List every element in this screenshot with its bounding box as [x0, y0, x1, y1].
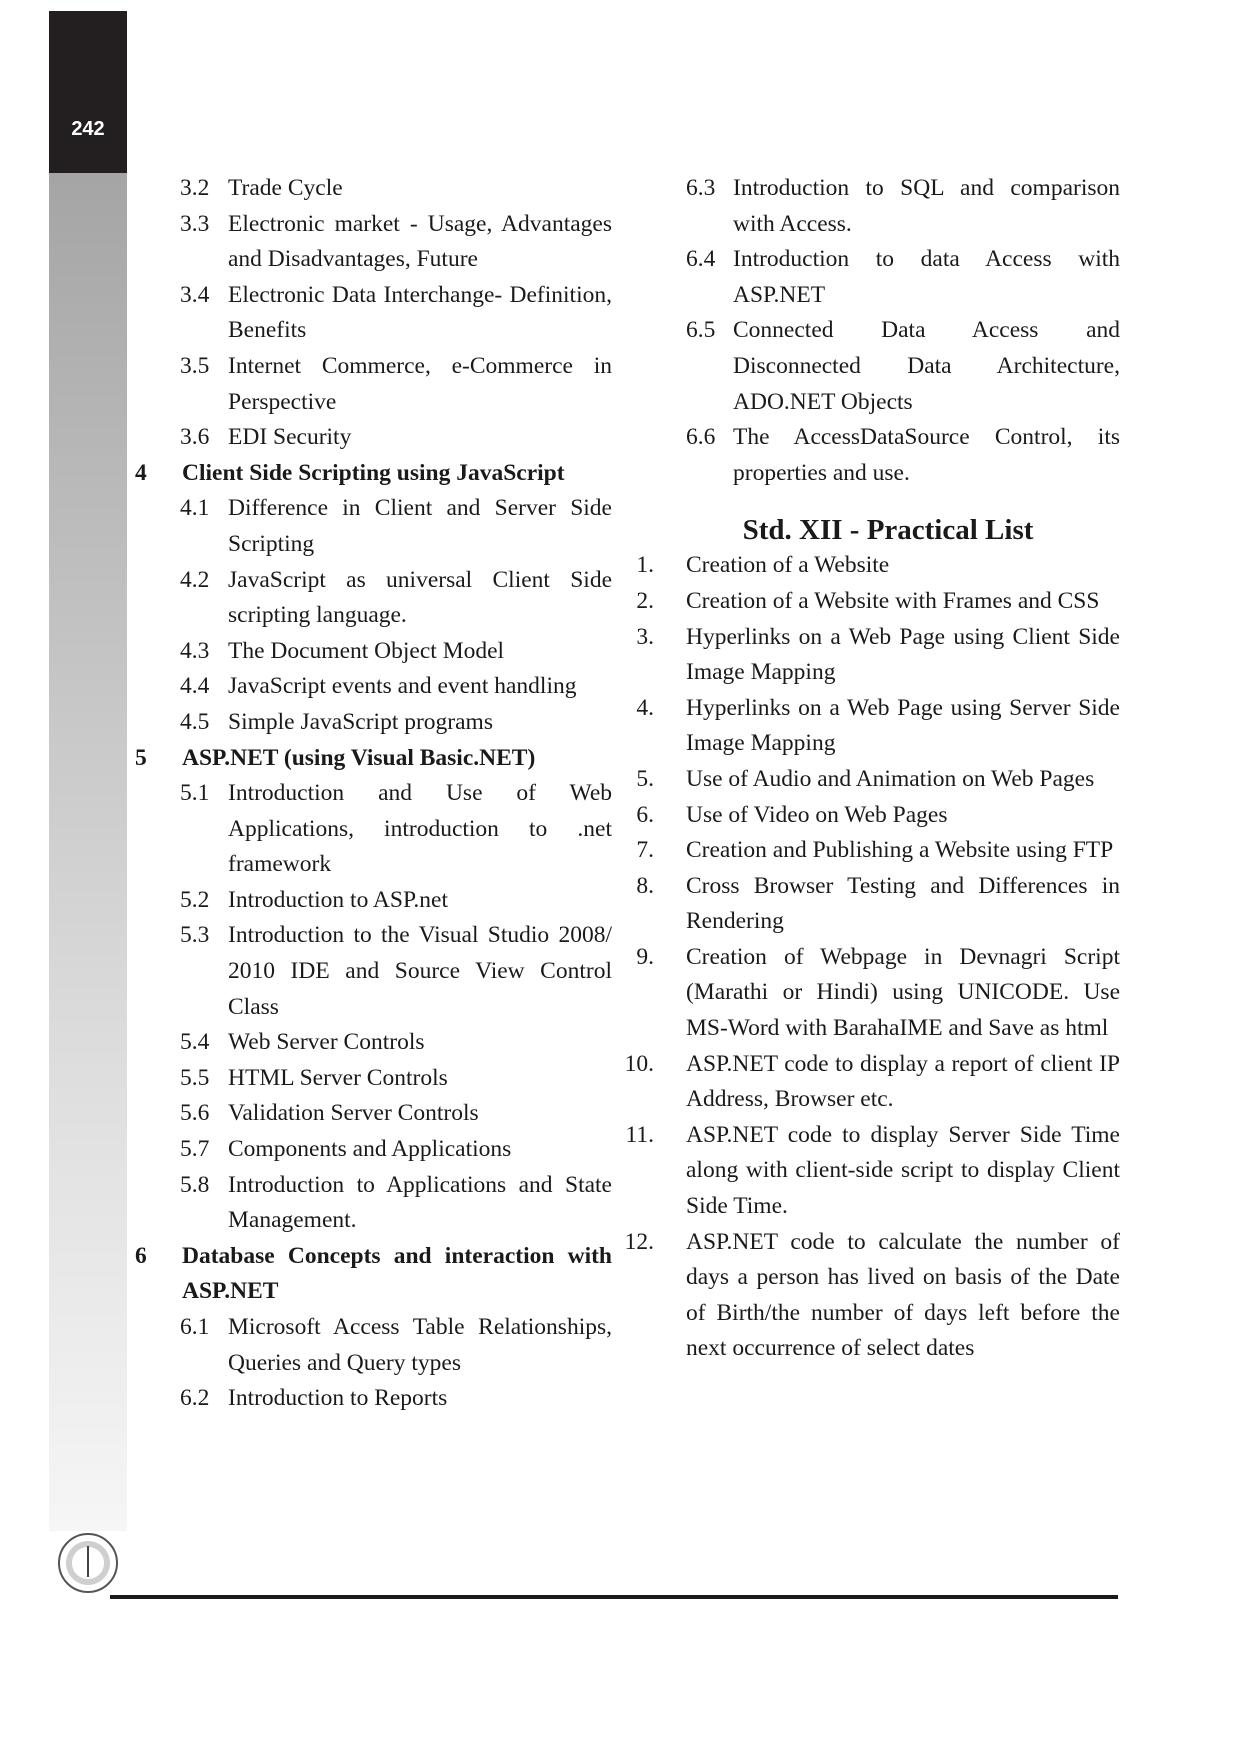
section-heading — [132, 456, 612, 492]
practical-item — [632, 798, 1120, 834]
practical-number: 7. — [636, 837, 654, 864]
topic-number: 3.6 — [180, 424, 210, 451]
topic-text: Electronic market - Usage, Advantages and Disadvantages, Future — [228, 210, 612, 273]
topic-number: 5.3 — [180, 922, 210, 949]
topic-text: Introduction to SQL and comparison with Access. — [733, 175, 1120, 237]
syllabus-topic — [132, 705, 612, 741]
practical-number: 9. — [636, 943, 654, 970]
practical-text: Creation of a Website — [686, 552, 890, 579]
syllabus-topic — [132, 491, 612, 562]
syllabus-topic — [132, 207, 612, 278]
practical-item — [632, 691, 1120, 762]
topic-number: 4.2 — [180, 566, 210, 593]
topic-number: 5.5 — [180, 1064, 210, 1091]
topic-text: Simple JavaScript programs — [228, 708, 493, 735]
topic-number: 4.1 — [180, 495, 210, 522]
topic-number: 6.3 — [686, 175, 716, 201]
practical-number: 11. — [625, 1121, 654, 1148]
practical-number: 6. — [636, 801, 654, 828]
syllabus-topic — [686, 242, 1120, 313]
topic-text: Introduction to Reports — [228, 1385, 448, 1412]
topic-text: Introduction to ASP.net — [228, 886, 448, 913]
topic-text: JavaScript as universal Client Side scripting language. — [228, 566, 612, 629]
practical-text: Creation of Webpage in Devnagri Script (Marathi or Hindi) using UNICODE. Use MS-Word with BarahaIME and Save as html — [686, 943, 1120, 1042]
page-tab — [49, 11, 127, 173]
practical-text: ASP.NET code to display Server Side Time along with client-side script to display Client Side Time. — [686, 1121, 1120, 1220]
topic-number: 6.4 — [686, 246, 716, 273]
practical-text: ASP.NET code to calculate the number of days a person has lived on basis of the Date of Birth/the number of days left before the next occurrence of select dates — [686, 1228, 1120, 1362]
topic-number: 5.8 — [180, 1171, 210, 1198]
syllabus-topic — [132, 1025, 612, 1061]
topic-number: 5.4 — [180, 1029, 210, 1056]
syllabus-topic — [132, 171, 612, 207]
practical-number: 4. — [636, 694, 654, 721]
syllabus-topic — [132, 634, 612, 670]
section-number: 6 — [135, 1242, 147, 1269]
topic-number: 6.1 — [180, 1314, 210, 1340]
syllabus-topic — [132, 1310, 612, 1381]
footer-rule — [110, 1595, 1118, 1599]
practical-text: Hyperlinks on a Web Page using Client Side Image Mapping — [686, 623, 1120, 686]
syllabus-topic — [686, 171, 1120, 242]
section-heading — [132, 1239, 612, 1310]
practical-number: 8. — [636, 872, 654, 899]
topic-text: Internet Commerce, e-Commerce in Perspective — [228, 352, 612, 415]
topic-number: 5.2 — [180, 886, 210, 913]
practical-text: ASP.NET code to display a report of client IP Address, Browser etc. — [686, 1050, 1120, 1113]
syllabus-topic — [132, 1381, 612, 1417]
syllabus-topic — [132, 883, 612, 919]
topic-text: Connected Data Access and Disconnected Data Architecture, ADO.NET Objects — [733, 317, 1120, 415]
topic-text: Introduction to the Visual Studio 2008/ 2010 IDE and Source View Control Class — [228, 922, 612, 1020]
topic-number: 4.4 — [180, 673, 210, 700]
practical-item — [632, 833, 1120, 869]
topic-number: 4.5 — [180, 708, 210, 735]
topic-text: Components and Applications — [228, 1136, 512, 1163]
topic-number: 6.5 — [686, 317, 716, 344]
syllabus-topic — [686, 313, 1120, 420]
practical-number: 1. — [636, 552, 654, 579]
topic-text: The AccessDataSource Control, its properties and use. — [733, 424, 1120, 486]
topic-number: 3.5 — [180, 352, 210, 379]
board-emblem-icon — [58, 1533, 118, 1593]
topic-text: The Document Object Model — [228, 637, 505, 664]
side-bar — [49, 11, 127, 1531]
topic-number: 5.1 — [180, 780, 210, 807]
section-number: 4 — [135, 459, 147, 486]
practical-number: 2. — [636, 587, 654, 614]
syllabus-topic — [132, 420, 612, 456]
topic-text: EDI Security — [228, 424, 352, 451]
topic-text: JavaScript events and event handling — [228, 673, 577, 700]
syllabus-topic — [132, 1061, 612, 1097]
practical-list-title: Std. XII - Practical List — [742, 514, 1034, 547]
syllabus-topic — [132, 1096, 612, 1132]
syllabus-topic — [132, 349, 612, 420]
section-title: Database Concepts and interaction with ASP.NET — [182, 1242, 612, 1305]
topic-text: HTML Server Controls — [228, 1064, 448, 1091]
topic-number: 3.3 — [180, 210, 210, 237]
topic-text: Introduction to Applications and State Management. — [228, 1171, 612, 1234]
practical-list — [624, 548, 1120, 1367]
practical-text: Hyperlinks on a Web Page using Server Side Image Mapping — [686, 694, 1120, 757]
topic-text: Trade Cycle — [228, 175, 343, 201]
syllabus-topic — [132, 669, 612, 705]
practical-item — [632, 869, 1120, 940]
right-column — [624, 171, 1120, 1367]
practical-item — [632, 940, 1120, 1047]
practical-item — [632, 548, 1120, 584]
practical-text: Creation and Publishing a Website using FTP — [686, 837, 1114, 864]
topic-text: Difference in Client and Server Side Scripting — [228, 495, 612, 557]
practical-text: Use of Video on Web Pages — [686, 801, 948, 828]
practical-number: 5. — [636, 765, 654, 792]
syllabus-topic — [686, 420, 1120, 491]
section-heading — [132, 741, 612, 777]
practical-item — [624, 1225, 1120, 1367]
practical-text: Cross Browser Testing and Differences in Rendering — [686, 872, 1120, 935]
syllabus-topic — [132, 278, 612, 349]
syllabus-topic — [132, 1168, 612, 1239]
page-number: 242 — [71, 118, 105, 140]
practical-item — [632, 762, 1120, 798]
section-title: ASP.NET (using Visual Basic.NET) — [182, 744, 536, 771]
syllabus-topic — [132, 776, 612, 883]
topic-number: 6.2 — [180, 1385, 210, 1412]
syllabus-topic — [132, 918, 612, 1025]
topic-text: Introduction to data Access with ASP.NET — [733, 246, 1120, 308]
practical-number: 3. — [636, 623, 654, 650]
topic-number: 5.7 — [180, 1136, 210, 1163]
topic-text: Electronic Data Interchange- Definition, Benefits — [228, 281, 612, 344]
topic-text: Web Server Controls — [228, 1029, 425, 1056]
left-column — [132, 171, 612, 1417]
topic-text: Microsoft Access Table Relationships, Queries and Query types — [228, 1314, 612, 1376]
practical-number: 12. — [624, 1228, 654, 1255]
topic-number: 3.4 — [180, 281, 210, 308]
practical-number: 10. — [624, 1050, 654, 1077]
topic-number: 4.3 — [180, 637, 210, 664]
syllabus-topic — [132, 1132, 612, 1168]
section-title: Client Side Scripting using JavaScript — [182, 459, 565, 486]
practical-text: Use of Audio and Animation on Web Pages — [686, 765, 1095, 792]
practical-item — [632, 584, 1120, 620]
topic-text: Introduction and Use of Web Applications, introduction to .net framework — [228, 780, 612, 878]
practical-item — [624, 1047, 1120, 1118]
practical-item — [632, 620, 1120, 691]
practical-item — [625, 1118, 1120, 1225]
syllabus-topic — [132, 563, 612, 634]
topic-text: Validation Server Controls — [228, 1100, 479, 1127]
topic-number: 5.6 — [180, 1100, 210, 1127]
section-number: 5 — [135, 744, 147, 771]
practical-text: Creation of a Website with Frames and CSS — [686, 587, 1100, 614]
topic-number: 6.6 — [686, 424, 716, 451]
topic-number: 3.2 — [180, 175, 210, 201]
